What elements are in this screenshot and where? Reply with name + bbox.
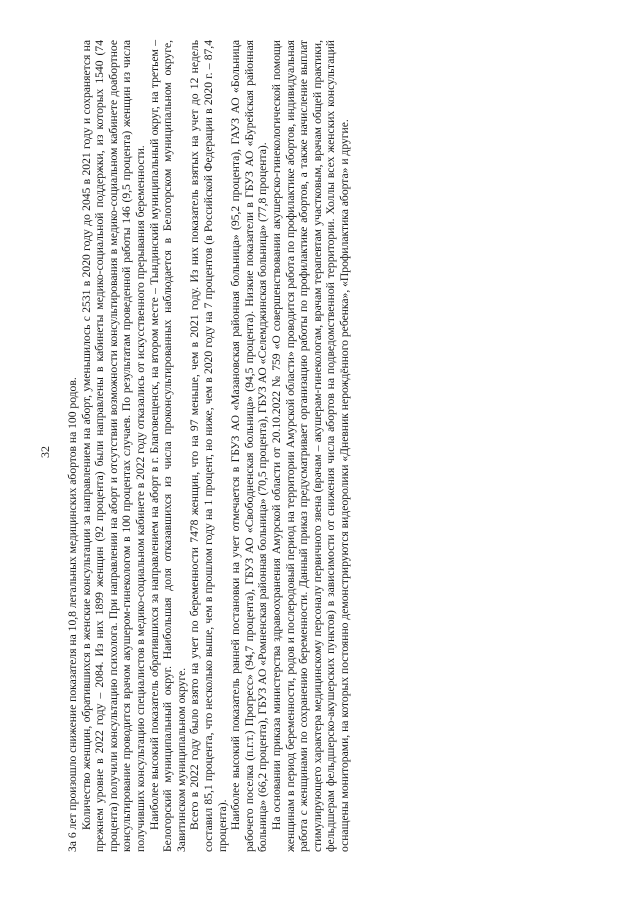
paragraph: Наиболее высокий показатель обратившихся за направлением на аборт в г. Благовещенск, на втором месте – Тындинский муниципальный округ, на третьем – Белогорский муниципальный округ. Наибольшая доля отказавшихся из числа проконсультированных наблюдается в Белогорском муниципальном округе, Завитинском муниципальном округе. (147, 40, 188, 852)
body-text (66, 40, 351, 852)
paragraph: Количество женщин, обратившихся в женские консультации за направлением на аборт, уменьшилось с 2531 в 2020 году до 2045 в 2021 году и сохраняется на прежнем уровне в 2022 году – 2084. Из них 1899 женщин (92 процента) были направлены в кабинеты медико-социальной поддержки, из которых 1540 (74 процента) получили консультацию психолога. При направлении на аборт и отсутствии возможности консультирования в медико-социальном кабинете доабортное консультирование проводится врачом акушером-гинекологом в 100 процентах случаев. По результатам проведенной работы 146 (9,5 процента) женщин из числа получивших консультацию специалистов в медико-социальном кабинете в 2022 году отказались от искусственного прерывания беременности. (79, 40, 147, 852)
paragraph: Наиболее высокий показатель ранней постановки на учет отмечается в ГБУЗ АО «Мазановская районная больница» (95,2 процента), ГАУЗ АО «Больница рабочего поселка (п.г.т.) Прогресс» (94,7 процента), ГБУЗ АО «Свободненская больница» (94,5 процента). Низкие показатели в ГБУЗ АО «Бурейская районная больница» (66,2 процента), ГБУЗ АО «Ромненская районная больница» (70,5 процента), ГБУЗ АО «Селемджинская больница» (77,8 процента). (229, 40, 270, 852)
paragraph: Всего в 2022 году было взято на учет по беременности 7478 женщин, что на 97 меньше, чем в 2021 году. Из них показатель взятых на учет до 12 недель составил 85,1 процента, что несколько выше, чем в прошлом году на 1 процент, но ниже, чем в 2020 году на 7 процентов (в Российской Федерации в 2020 г. – 87,4 процента). (188, 40, 229, 852)
paragraph: На основании приказа министерства здравоохранения Амурской области от 20.10.2022 № 759 «О совершенствовании акушерско-гинекологической помощи женщинам в период беременности, родов и послеродовый период на территории Амурской области» проводится работа по профилактике абортов, индивидуальная работа с женщинами по сохранению беременности. Данный приказ предусматривает организацию работы по профилактике абортов, а также начисление выплат стимулирующего характера медицинскому персоналу первичного звена (врачам – акушерам-гинекологам, врачам терапевтам участковым, врачам общей практики, фельдшерам фельдшерско-акушерских пунктов) в зависимости от снижения числа абортов на подведомственной территории. Холлы всех женских консультаций оснащены мониторами, на которых постоянно демонстрируются видеоролики «Дневник нерождённого ребенка», «Профилактика аборта» и другие. (269, 40, 351, 852)
paragraph: За 6 лет произошло снижение показателя на 10,8 легальных медицинских абортов на 100 родов. (66, 377, 79, 852)
page-number: 32 (38, 446, 52, 458)
